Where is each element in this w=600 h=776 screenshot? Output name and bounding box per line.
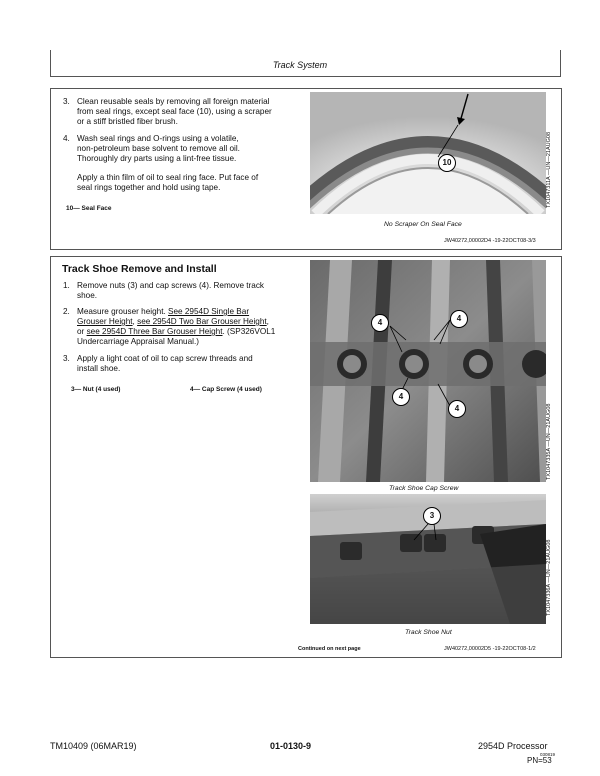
cap-screw-photo (310, 260, 546, 482)
nut-photo-id: TX1047336A —UN—21AUG08 (546, 539, 552, 616)
page-header-title: Track System (272, 60, 328, 70)
seal-face-photo (310, 92, 546, 214)
section-title: Track Shoe Remove and Install (62, 263, 217, 275)
callout-10: 10 (438, 154, 456, 172)
link-single-bar-grouser-cont[interactable]: Grouser Height (77, 317, 133, 326)
legend-seal-face: 10— Seal Face (66, 205, 112, 212)
callout-4-a: 4 (371, 314, 389, 332)
callout-4-c: 4 (392, 388, 410, 406)
footer-page-code: 01-0130-9 (270, 741, 312, 751)
footer-manual-id: TM10409 (06MAR19) (50, 741, 137, 751)
callout-4-b: 4 (450, 310, 468, 328)
header-bottom-rule (50, 76, 561, 77)
footer-small-code: 030819 (540, 752, 556, 757)
legend-cap-screw: 4— Cap Screw (4 used) (190, 386, 262, 393)
track-shoe-illustration (310, 260, 546, 482)
link-three-bar-grouser[interactable]: see 2954D Three Bar Grouser Height (86, 327, 223, 336)
continued-note: Continued on next page (298, 646, 361, 652)
cap-screw-caption: Track Shoe Cap Screw (389, 485, 459, 492)
legend-nut: 3— Nut (4 used) (71, 386, 121, 393)
callout-4-d: 4 (448, 400, 466, 418)
seal-photo-caption: No Scraper On Seal Face (384, 221, 462, 228)
callout-3: 3 (423, 507, 441, 525)
section2-ref: JW40272,00002D5 -19-22OCT08-1/2 (444, 646, 536, 652)
link-single-bar-grouser[interactable]: See 2954D Single Bar (168, 307, 250, 316)
oil-note: Apply a thin film of oil to seal ring face. Put face of seal rings together and hold using tape. (77, 173, 259, 192)
seal-photo-id: TX1047311A —UN—21AUG08 (546, 131, 552, 208)
footer-product: 2954D Processor (478, 741, 548, 751)
nut-caption: Track Shoe Nut (405, 629, 452, 636)
nut-photo (310, 494, 546, 624)
link-two-bar-grouser[interactable]: see 2954D Two Bar Grouser Height (137, 317, 267, 326)
seal-ring-illustration (310, 92, 546, 214)
footer-page-number: PN=53 (527, 756, 552, 765)
cap-screw-photo-id: TX1047335A —UN—21AUG08 (546, 403, 552, 480)
section1-ref: JW40272,00002D4 -19-22OCT08-3/3 (444, 238, 536, 244)
